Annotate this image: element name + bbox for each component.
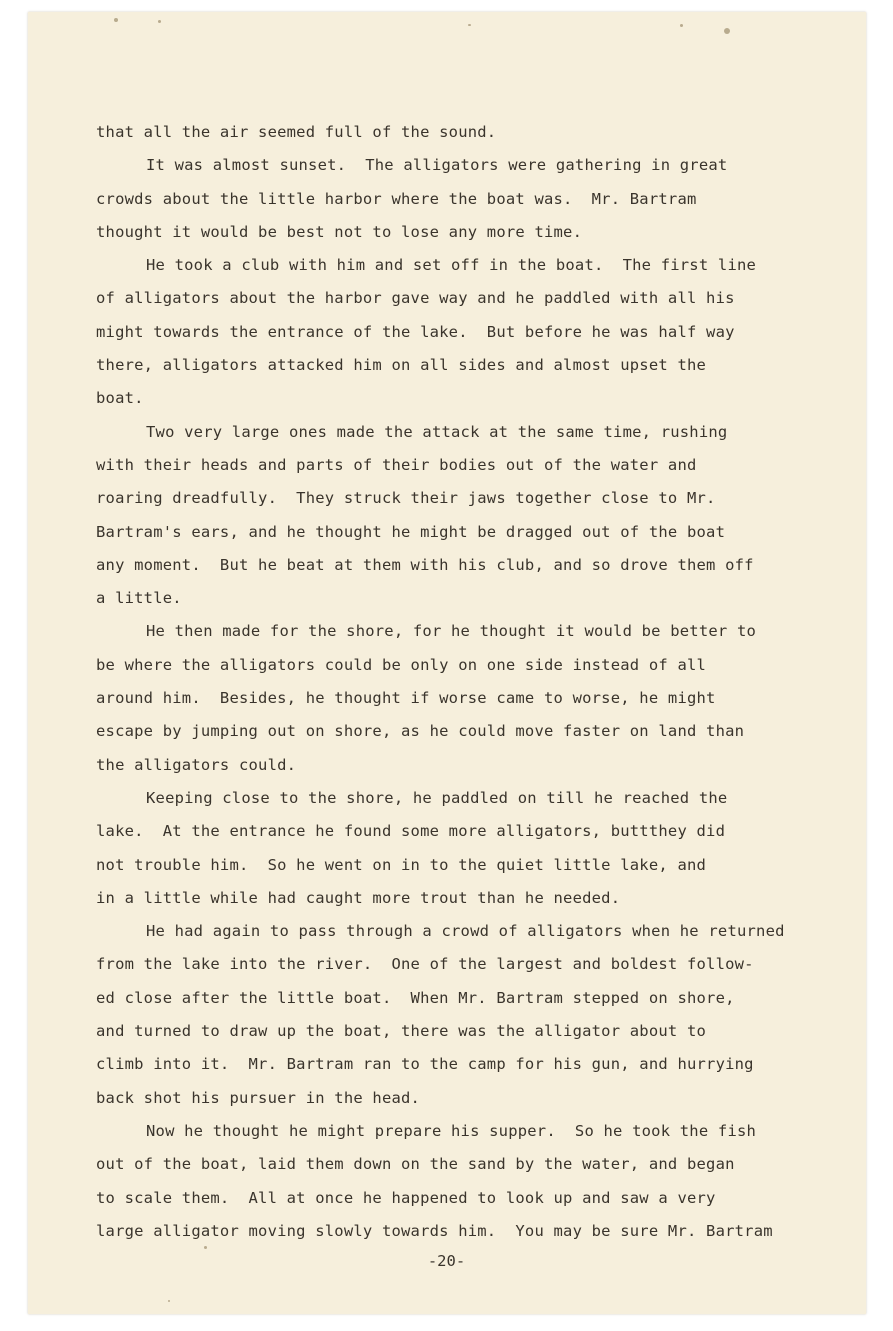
- text-line: out of the boat, laid them down on the sand by the water, and began: [96, 1155, 735, 1174]
- text-line: ed close after the little boat. When Mr. Bartram stepped on shore,: [96, 988, 735, 1007]
- text-line: to scale them. All at once he happened to look up and saw a very: [96, 1188, 716, 1207]
- text-line: there, alligators attacked him on all sides and almost upset the: [96, 356, 707, 375]
- text-line: not trouble him. So he went on in to the quiet little lake, and: [96, 855, 707, 874]
- text-line: Bartram's ears, and he thought he might be dragged out of the boat: [96, 522, 726, 541]
- text-line: roaring dreadfully. They struck their jaws together close to Mr.: [96, 489, 716, 508]
- text-line: He took a club with him and set off in the boat. The first line: [146, 256, 757, 275]
- text-line: boat.: [96, 389, 144, 408]
- text-line: crowds about the little harbor where the boat was. Mr. Bartram: [96, 189, 697, 208]
- text-line: He had again to pass through a crowd of alligators when he returned: [146, 922, 785, 941]
- text-line: back shot his pursuer in the head.: [96, 1088, 421, 1107]
- typed-text: [96, 116, 836, 1248]
- text-line: of alligators about the harbor gave way and he paddled with all his: [96, 289, 735, 308]
- paper-speck: [468, 24, 471, 26]
- text-line: thought it would be best not to lose any more time.: [96, 222, 583, 241]
- paper-speck: [724, 28, 730, 34]
- paper-speck: [168, 1300, 170, 1302]
- paper-speck: [158, 20, 161, 23]
- text-line: Keeping close to the shore, he paddled on till he reached the: [146, 788, 728, 807]
- text-line: and turned to draw up the boat, there was the alligator about to: [96, 1022, 707, 1041]
- text-line: around him. Besides, he thought if worse came to worse, he might: [96, 689, 716, 708]
- page-number: -20-: [427, 1252, 466, 1270]
- text-line: the alligators could.: [96, 755, 297, 774]
- text-line: be where the alligators could be only on one side instead of all: [96, 655, 707, 674]
- text-line: with their heads and parts of their bodies out of the water and: [96, 455, 697, 474]
- text-line: He then made for the shore, for he thought it would be better to: [146, 622, 757, 641]
- text-line: that all the air seemed full of the sound.: [96, 123, 497, 141]
- text-line: lake. At the entrance he found some more alligators, buttthey did: [96, 822, 726, 841]
- text-line: might towards the entrance of the lake. But before he was half way: [96, 322, 735, 341]
- text-line: escape by jumping out on shore, as he could move faster on land than: [96, 722, 745, 741]
- text-line: Now he thought he might prepare his supper. So he took the fish: [146, 1121, 757, 1140]
- text-line: It was almost sunset. The alligators were gathering in great: [146, 156, 728, 175]
- text-line: in a little while had caught more trout than he needed.: [96, 888, 621, 907]
- text-line: a little.: [96, 589, 182, 608]
- paper-speck: [680, 24, 683, 27]
- text-line: large alligator moving slowly towards him. You may be sure Mr. Bartram: [96, 1221, 773, 1240]
- text-line: any moment. But he beat at them with his club, and so drove them off: [96, 555, 754, 574]
- paper-speck: [114, 18, 118, 22]
- text-line: climb into it. Mr. Bartram ran to the camp for his gun, and hurrying: [96, 1055, 754, 1074]
- text-line: Two very large ones made the attack at the same time, rushing: [146, 422, 728, 441]
- text-line: from the lake into the river. One of the largest and boldest follow-: [96, 955, 754, 974]
